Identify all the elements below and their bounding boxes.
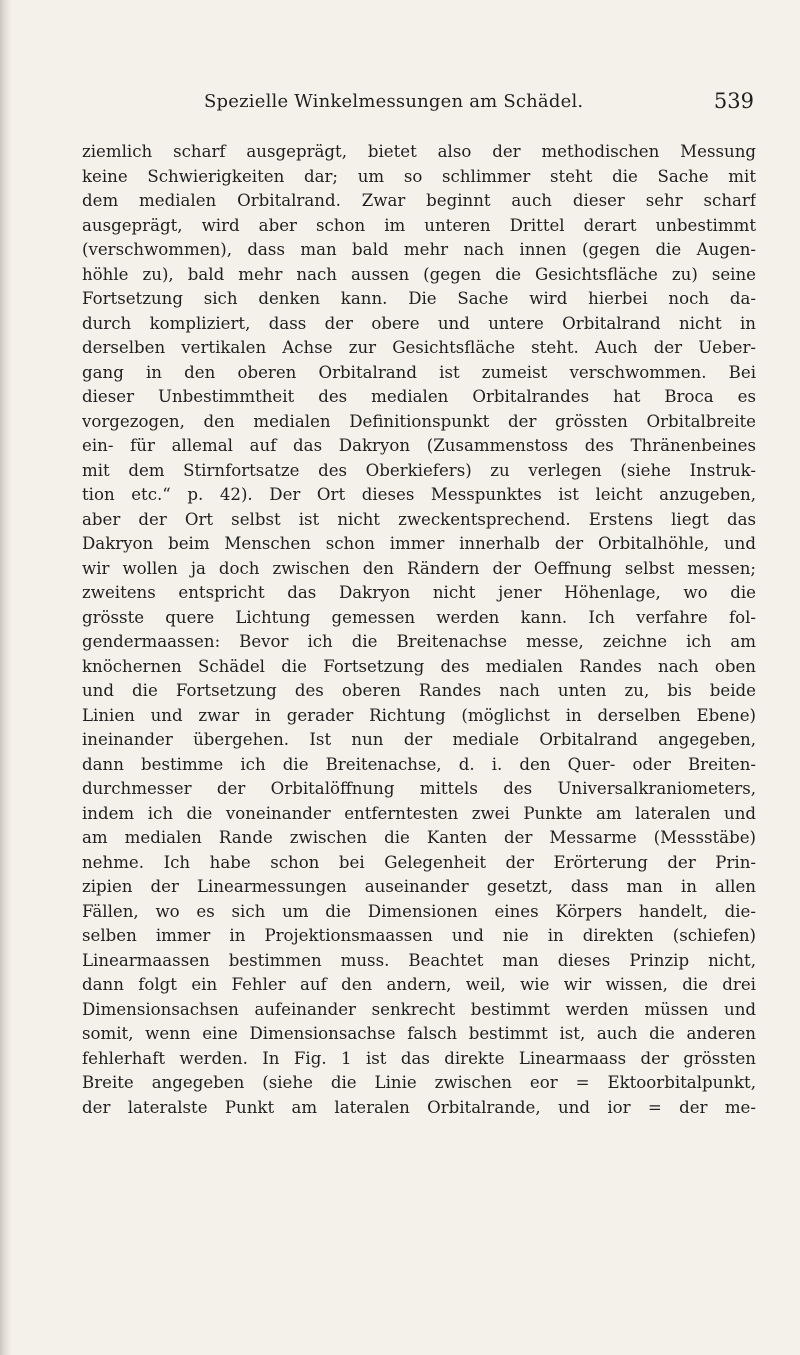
text-line: und die Fortsetzung des oberen Randes nach unten zu, bis beide (82, 681, 756, 700)
text-line: am medialen Rande zwischen die Kanten der Messarme (Messstäbe) (82, 828, 756, 847)
text-line: selben immer in Projektionsmaassen und nie in direkten (schiefen) (82, 926, 756, 945)
text-line: durch kompliziert, dass der obere und untere Orbitalrand nicht in (82, 313, 756, 333)
text-line: keine Schwierigkeiten dar; um so schlimmer steht die Sache mit (82, 166, 756, 186)
text-line: grösste quere Lichtung gemessen werden kann. Ich verfahre fol- (82, 607, 756, 627)
text-line: ineinander übergehen. Ist nun der mediale Orbitalrand angegeben, (82, 730, 756, 749)
text-line: somit, wenn eine Dimensionsachse falsch bestimmt ist, auch die anderen (82, 1024, 756, 1043)
text-line: gang in den oberen Orbitalrand ist zumeist verschwommen. Bei (82, 362, 756, 382)
text-line: dann bestimme ich die Breitenachse, d. i. den Quer- oder Breiten- (82, 754, 756, 774)
text-line: Linien und zwar in gerader Richtung (möglichst in derselben Ebene) (82, 705, 756, 725)
text-line: dieser Unbestimmtheit des medialen Orbitalrandes hat Broca es (82, 387, 756, 406)
text-line: Dimensionsachsen aufeinander senkrecht bestimmt werden müssen und (82, 999, 756, 1019)
text-line: derselben vertikalen Achse zur Gesichtsfläche steht. Auch der Ueber- (82, 338, 756, 357)
text-line: dem medialen Orbitalrand. Zwar beginnt auch dieser sehr scharf (82, 191, 756, 210)
text-line: ziemlich scharf ausgeprägt, bietet also der methodischen Messung (82, 142, 756, 161)
text-line: ausgeprägt, wird aber schon im unteren Drittel derart unbestimmt (82, 215, 756, 235)
text-line: der lateralste Punkt am lateralen Orbitalrande, und ior = der me- (82, 1097, 756, 1117)
text-line: nehme. Ich habe schon bei Gelegenheit der Erörterung der Prin- (82, 852, 756, 872)
text-line: Fällen, wo es sich um die Dimensionen eines Körpers handelt, die- (82, 901, 756, 921)
text-line: aber der Ort selbst ist nicht zweckentsprechend. Erstens liegt das (82, 509, 756, 529)
text-line: zweitens entspricht das Dakryon nicht jener Höhenlage, wo die (82, 583, 756, 602)
text-line: Fortsetzung sich denken kann. Die Sache wird hierbei noch da- (82, 289, 756, 308)
book-spine-shadow (0, 0, 12, 1355)
body-paragraph (82, 140, 756, 1120)
text-line: Breite angegeben (siehe die Linie zwischen eor = Ektoorbitalpunkt, (82, 1073, 756, 1092)
text-line: wir wollen ja doch zwischen den Rändern der Oeffnung selbst messen; (82, 558, 756, 578)
text-line: tion etc.“ p. 42). Der Ort dieses Messpunktes ist leicht anzugeben, (82, 485, 756, 504)
text-line: indem ich die voneinander entferntesten zwei Punkte am lateralen und (82, 803, 756, 823)
text-line: Linearmaassen bestimmen muss. Beachtet man dieses Prinzip nicht, (82, 950, 756, 970)
text-line: durchmesser der Orbitalöffnung mittels des Universalkraniometers, (82, 779, 756, 798)
text-line: fehlerhaft werden. In Fig. 1 ist das direkte Linearmaass der grössten (82, 1048, 756, 1068)
text-line: höhle zu), bald mehr nach aussen (gegen die Gesichtsfläche zu) seine (82, 264, 756, 284)
text-line: (verschwommen), dass man bald mehr nach innen (gegen die Augen- (82, 240, 756, 259)
text-line: gendermaassen: Bevor ich die Breitenachse messe, zeichne ich am (82, 632, 756, 651)
text-line: mit dem Stirnfortsatze des Oberkiefers) zu verlegen (siehe Instruk- (82, 460, 756, 480)
text-line: knöchernen Schädel die Fortsetzung des medialen Randes nach oben (82, 656, 756, 676)
running-title: Spezielle Winkelmessungen am Schädel. (204, 91, 584, 112)
text-line: Dakryon beim Menschen schon immer innerhalb der Orbitalhöhle, und (82, 534, 756, 553)
page-header (60, 88, 754, 120)
text-line: vorgezogen, den medialen Definitionspunkt der grössten Orbitalbreite (82, 411, 756, 431)
page-number: 539 (713, 89, 754, 113)
text-line: ein- für allemal auf das Dakryon (Zusammenstoss des Thränenbeines (82, 436, 756, 455)
text-line: dann folgt ein Fehler auf den andern, weil, wie wir wissen, die drei (82, 975, 756, 994)
text-line: zipien der Linearmessungen auseinander gesetzt, dass man in allen (82, 877, 756, 896)
